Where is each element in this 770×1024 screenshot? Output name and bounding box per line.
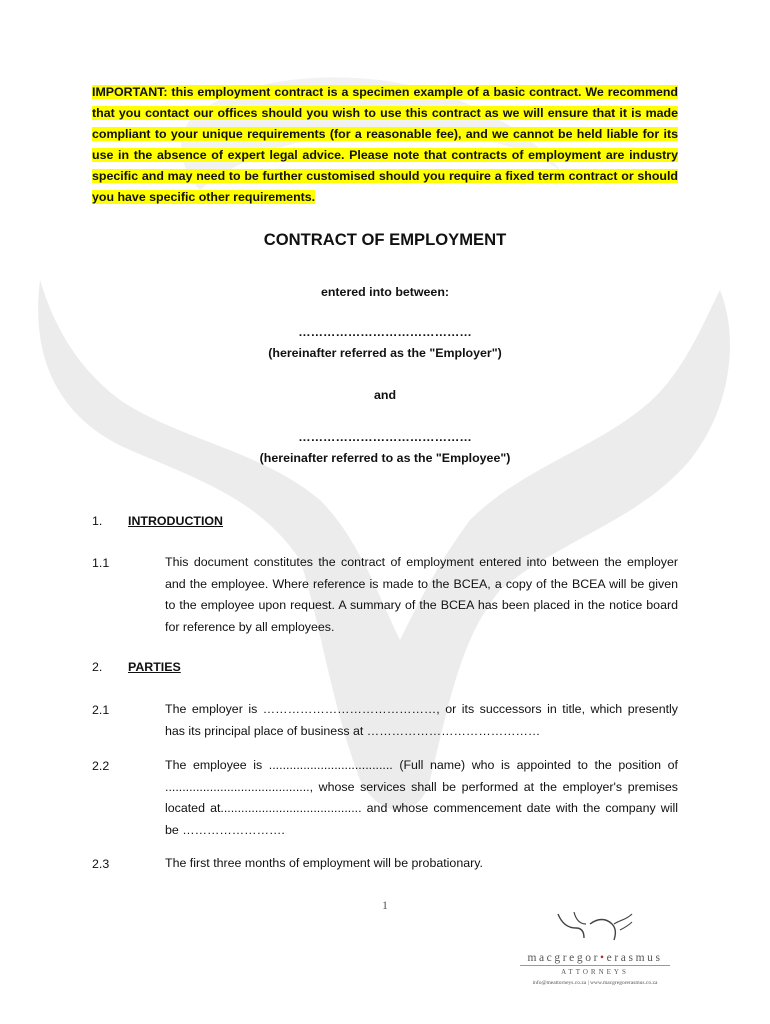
clause-number: 2.2 <box>92 759 110 773</box>
employer-name-blank: …………………………………… <box>298 325 472 339</box>
firm-logo <box>510 910 680 992</box>
firm-name <box>510 952 680 964</box>
clause-text: This document constitutes the contract of employment entered into between the employer and the employee. Where reference is made to the BCEA, a copy of the BCEA will be given to the employee upon request. A summary of the BCEA has been placed in the notice board for reference by all employees. <box>165 555 678 634</box>
employee-name-blank: …………………………………… <box>298 430 472 444</box>
firm-name-left: macgregor <box>527 952 601 964</box>
clause-number: 2.3 <box>92 857 110 871</box>
clause-text: The employee is .................................... (Full name) who is appointed to the position of .........................................., whose services shall be performed at the employer's premises located at......................................... and whose commencement date with the company will be ……………………. <box>165 758 678 837</box>
and-text: and <box>373 388 397 402</box>
section-number: 1. <box>92 514 103 528</box>
clause-text: The employer is ……………………………………, or its successors in title, which presently has its principal place of business at …………………………………… <box>165 702 678 738</box>
firm-contact: info@meattorneys.co.za | www.macgregorerasmus.co.za <box>532 980 658 986</box>
firm-type: ATTORNEYS <box>561 968 629 976</box>
clause-number: 1.1 <box>92 556 110 570</box>
important-notice <box>92 82 678 208</box>
section-title-parties: PARTIES <box>128 660 181 674</box>
section-number: 2. <box>92 660 103 674</box>
firm-name-right: erasmus <box>606 952 663 964</box>
entered-into-text: entered into between: <box>320 285 450 299</box>
page-number: 1 <box>382 898 388 912</box>
section-title-introduction: INTRODUCTION <box>128 514 223 528</box>
clause-number: 2.1 <box>92 703 110 717</box>
employee-label: (hereinafter referred to as the "Employee") <box>259 451 511 465</box>
clause-text: The first three months of employment will be probationary. <box>165 856 483 870</box>
firm-name-separator: • <box>600 952 607 964</box>
horns-logo-icon <box>554 910 636 944</box>
document-title: CONTRACT OF EMPLOYMENT <box>263 230 507 249</box>
employer-label: (hereinafter referred as the "Employer") <box>268 346 502 360</box>
logo-divider <box>520 965 670 966</box>
important-notice-text: IMPORTANT: this employment contract is a specimen example of a basic contract. We recommend that you contact our offices should you wish to use this contract as we will ensure that it is made compliant to your unique requirements (for a reasonable fee), and we cannot be held liable for its use in the absence of expert legal advice. Please note that contracts of employment are industry specific and may need to be further customised should you require a fixed term contract or should you have specific other requirements. <box>92 85 678 204</box>
